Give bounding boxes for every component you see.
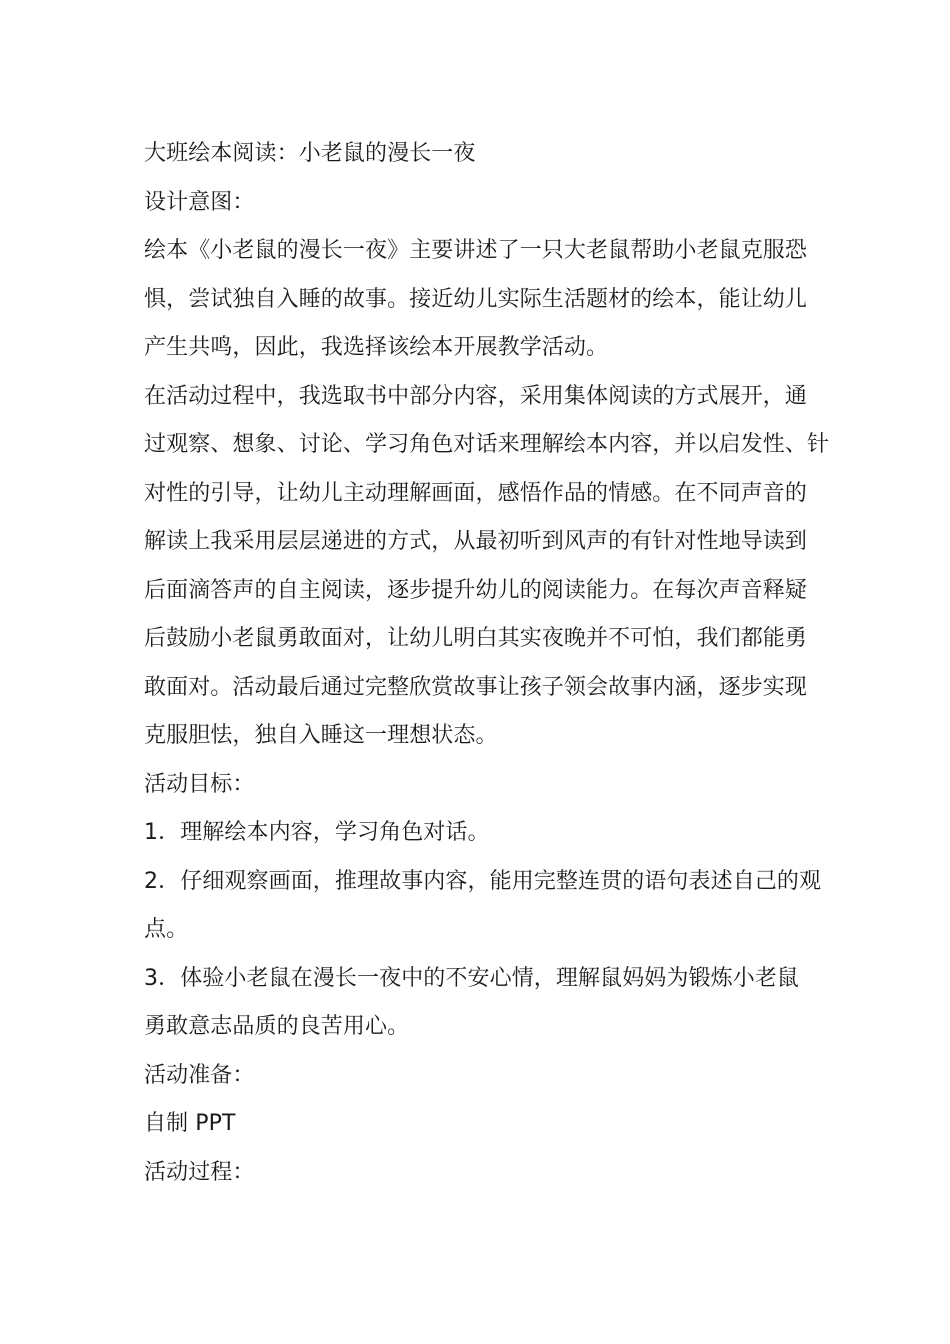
text-line: 克服胆怯，独自入睡这一理想状态。: [144, 723, 498, 748]
text-line: 敢面对。活动最后通过完整欣赏故事让孩子领会故事内涵，逐步实现: [144, 674, 808, 700]
text-line: 过观察、想象、讨论、学习角色对话来理解绘本内容，并以启发性、针: [144, 432, 830, 457]
text-line: 3．体验小老鼠在漫长一夜中的不安心情，理解鼠妈妈为锻炼小老鼠: [144, 965, 799, 991]
text-line: 对性的引导，让幼儿主动理解画面，感悟作品的情感。在不同声音的: [144, 480, 808, 506]
goal-item-2: [144, 858, 822, 955]
text-line: 点。: [144, 917, 189, 942]
design-heading: 设计意图：: [144, 189, 255, 215]
text-line: 在活动过程中，我选取书中部分内容，采用集体阅读的方式展开，通: [144, 383, 808, 409]
prep-item: 自制 PPT: [144, 1111, 236, 1136]
text-line: 后面滴答声的自主阅读，逐步提升幼儿的阅读能力。在每次声音释疑: [144, 577, 808, 603]
text-line: 1．理解绘本内容，学习角色对话。: [144, 820, 490, 845]
document-page: [144, 130, 830, 1197]
goal-item-3: [144, 955, 812, 1052]
prep-heading: 活动准备：: [144, 1062, 255, 1088]
process-heading: 活动过程：: [144, 1159, 255, 1185]
text-line: 2．仔细观察画面，推理故事内容，能用完整连贯的语句表述自己的观: [144, 868, 822, 894]
text-line: 产生共鸣，因此，我选择该绘本开展教学活动。: [144, 335, 609, 360]
text-line: 勇敢意志品质的良苦用心。: [144, 1014, 410, 1039]
text-line: 解读上我采用层层递进的方式，从最初听到风声的有针对性地导读到: [144, 529, 808, 554]
document-title: 大班绘本阅读：小老鼠的漫长一夜: [144, 141, 476, 166]
design-paragraph-2: [144, 373, 830, 761]
goal-item-1: [144, 809, 812, 858]
text-line: 后鼓励小老鼠勇敢面对，让幼儿明白其实夜晚并不可怕，我们都能勇: [144, 626, 808, 651]
goals-heading: 活动目标：: [144, 771, 255, 797]
text-line: 惧，尝试独自入睡的故事。接近幼儿实际生活题材的绘本，能让幼儿: [144, 286, 808, 312]
text-line: 绘本《小老鼠的漫长一夜》主要讲述了一只大老鼠帮助小老鼠克服恐: [144, 238, 808, 263]
design-paragraph-1: [144, 227, 812, 373]
